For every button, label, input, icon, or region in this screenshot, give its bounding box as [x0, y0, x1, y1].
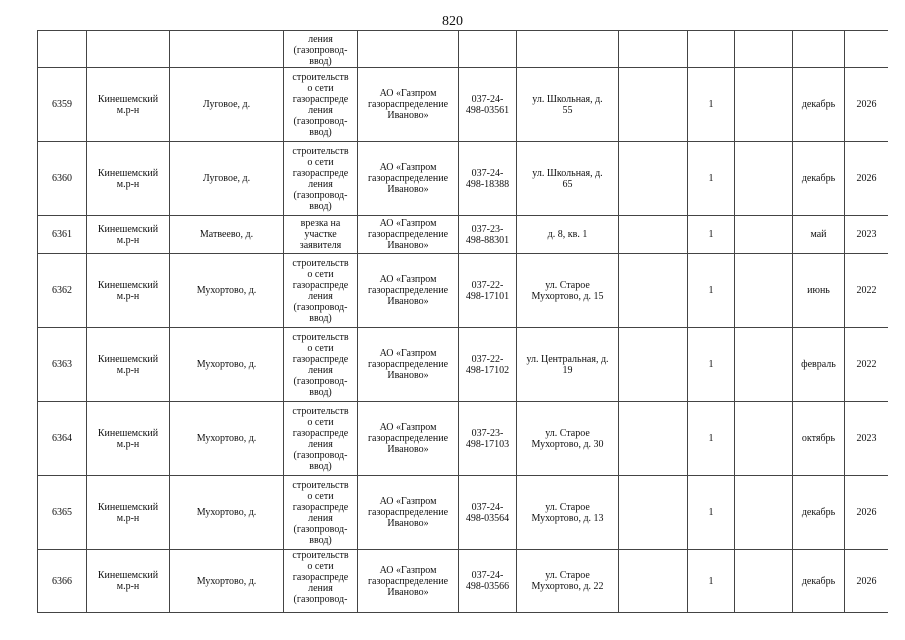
cell-address: ул. Старое Мухортово, д. 30: [517, 402, 619, 476]
cell-work-type: строительств о сети газораспреде ления (газопровод- ввод): [284, 402, 358, 476]
cell: [358, 31, 459, 68]
cell-quantity: 1: [688, 328, 735, 402]
cell-quantity: 1: [688, 402, 735, 476]
cell-month: декабрь: [793, 476, 845, 550]
cell-organization: АО «Газпром газораспределение Иваново»: [358, 216, 459, 254]
table-row: [38, 68, 889, 142]
cell: [845, 31, 889, 68]
cell-organization: АО «Газпром газораспределение Иваново»: [358, 328, 459, 402]
cell-empty: [619, 142, 688, 216]
cell-address: д. 8, кв. 1: [517, 216, 619, 254]
cell-work-type: строительств о сети газораспреде ления (газопровод-: [284, 550, 358, 613]
cell-row-number: 6361: [38, 216, 87, 254]
cell-empty: [735, 402, 793, 476]
cell-request-code: 037-23- 498-17103: [459, 402, 517, 476]
cell-empty: [619, 216, 688, 254]
cell: [459, 31, 517, 68]
cell-year: 2026: [845, 476, 889, 550]
cell-year: 2022: [845, 254, 889, 328]
cell-work-type: врезка на участке заявителя: [284, 216, 358, 254]
cell-request-code: 037-24- 498-03561: [459, 68, 517, 142]
cell-district: Кинешемский м.р-н: [87, 402, 170, 476]
cell: [517, 31, 619, 68]
cell-address: ул. Старое Мухортово, д. 22: [517, 550, 619, 613]
cell-row-number: 6359: [38, 68, 87, 142]
cell-year: 2026: [845, 550, 889, 613]
cell-empty: [735, 142, 793, 216]
cell-district: Кинешемский м.р-н: [87, 328, 170, 402]
cell-empty: [735, 476, 793, 550]
cell-district: Кинешемский м.р-н: [87, 68, 170, 142]
cell: [619, 31, 688, 68]
cell-empty: [619, 402, 688, 476]
cell-district: Кинешемский м.р-н: [87, 216, 170, 254]
table-row: [38, 254, 889, 328]
cell-empty: [619, 328, 688, 402]
cell-district: Кинешемский м.р-н: [87, 476, 170, 550]
cell-request-code: 037-23- 498-88301: [459, 216, 517, 254]
cell-work-type: ления (газопровод- ввод): [284, 31, 358, 68]
cell-empty: [735, 254, 793, 328]
cell-organization: АО «Газпром газораспределение Иваново»: [358, 254, 459, 328]
table-row: [38, 476, 889, 550]
cell-month: декабрь: [793, 550, 845, 613]
cell-locality: Луговое, д.: [170, 68, 284, 142]
cell-empty: [619, 68, 688, 142]
cell-empty: [735, 550, 793, 613]
cell-month: декабрь: [793, 68, 845, 142]
cell-row-number: 6363: [38, 328, 87, 402]
cell-month: февраль: [793, 328, 845, 402]
cell-year: 2022: [845, 328, 889, 402]
cell-locality: Матвеево, д.: [170, 216, 284, 254]
cell-district: Кинешемский м.р-н: [87, 142, 170, 216]
cell-work-type: строительств о сети газораспреде ления (газопровод- ввод): [284, 142, 358, 216]
table-row: [38, 402, 889, 476]
cell-quantity: 1: [688, 476, 735, 550]
cell-address: ул. Старое Мухортово, д. 15: [517, 254, 619, 328]
cell-quantity: 1: [688, 68, 735, 142]
table-row: [38, 142, 889, 216]
cell-empty: [735, 328, 793, 402]
page-number: 820: [442, 14, 463, 29]
cell-organization: АО «Газпром газораспределение Иваново»: [358, 68, 459, 142]
cell-empty: [735, 68, 793, 142]
cell: [735, 31, 793, 68]
cell-request-code: 037-22- 498-17102: [459, 328, 517, 402]
table-row: [38, 550, 889, 613]
cell-organization: АО «Газпром газораспределение Иваново»: [358, 402, 459, 476]
cell-year: 2023: [845, 402, 889, 476]
cell-locality: Мухортово, д.: [170, 550, 284, 613]
cell: [87, 31, 170, 68]
cell-month: октябрь: [793, 402, 845, 476]
cell-quantity: 1: [688, 142, 735, 216]
cell-request-code: 037-24- 498-03566: [459, 550, 517, 613]
cell-work-type: строительств о сети газораспреде ления (газопровод- ввод): [284, 68, 358, 142]
cell-row-number: 6360: [38, 142, 87, 216]
cell-quantity: 1: [688, 254, 735, 328]
table-row-partial: [38, 31, 889, 68]
cell-locality: Мухортово, д.: [170, 476, 284, 550]
cell-address: ул. Старое Мухортово, д. 13: [517, 476, 619, 550]
cell-empty: [619, 550, 688, 613]
cell-district: Кинешемский м.р-н: [87, 550, 170, 613]
cell-quantity: 1: [688, 550, 735, 613]
cell-organization: АО «Газпром газораспределение Иваново»: [358, 142, 459, 216]
cell: [793, 31, 845, 68]
cell-empty: [619, 476, 688, 550]
cell-locality: Мухортово, д.: [170, 254, 284, 328]
cell-work-type: строительств о сети газораспреде ления (газопровод- ввод): [284, 254, 358, 328]
cell-address: ул. Центральная, д. 19: [517, 328, 619, 402]
gasification-table: [37, 30, 888, 613]
cell-row-number: 6364: [38, 402, 87, 476]
cell-year: 2026: [845, 68, 889, 142]
cell-district: Кинешемский м.р-н: [87, 254, 170, 328]
cell-organization: АО «Газпром газораспределение Иваново»: [358, 476, 459, 550]
cell-address: ул. Школьная, д. 55: [517, 68, 619, 142]
cell-year: 2023: [845, 216, 889, 254]
cell: [38, 31, 87, 68]
table-body: [38, 31, 889, 613]
cell-month: май: [793, 216, 845, 254]
table-row: [38, 328, 889, 402]
cell-locality: Луговое, д.: [170, 142, 284, 216]
cell-request-code: 037-22- 498-17101: [459, 254, 517, 328]
cell-locality: Мухортово, д.: [170, 402, 284, 476]
cell-work-type: строительств о сети газораспреде ления (газопровод- ввод): [284, 328, 358, 402]
table-row: [38, 216, 889, 254]
cell-locality: Мухортово, д.: [170, 328, 284, 402]
cell: [688, 31, 735, 68]
cell-request-code: 037-24- 498-18388: [459, 142, 517, 216]
cell-organization: АО «Газпром газораспределение Иваново»: [358, 550, 459, 613]
table-container: [37, 30, 888, 616]
cell-month: декабрь: [793, 142, 845, 216]
cell-year: 2026: [845, 142, 889, 216]
cell-address: ул. Школьная, д. 65: [517, 142, 619, 216]
cell-month: июнь: [793, 254, 845, 328]
cell-empty: [619, 254, 688, 328]
cell-work-type: строительств о сети газораспреде ления (газопровод- ввод): [284, 476, 358, 550]
cell-row-number: 6366: [38, 550, 87, 613]
cell-row-number: 6362: [38, 254, 87, 328]
cell: [170, 31, 284, 68]
cell-empty: [735, 216, 793, 254]
cell-quantity: 1: [688, 216, 735, 254]
cell-request-code: 037-24- 498-03564: [459, 476, 517, 550]
cell-row-number: 6365: [38, 476, 87, 550]
